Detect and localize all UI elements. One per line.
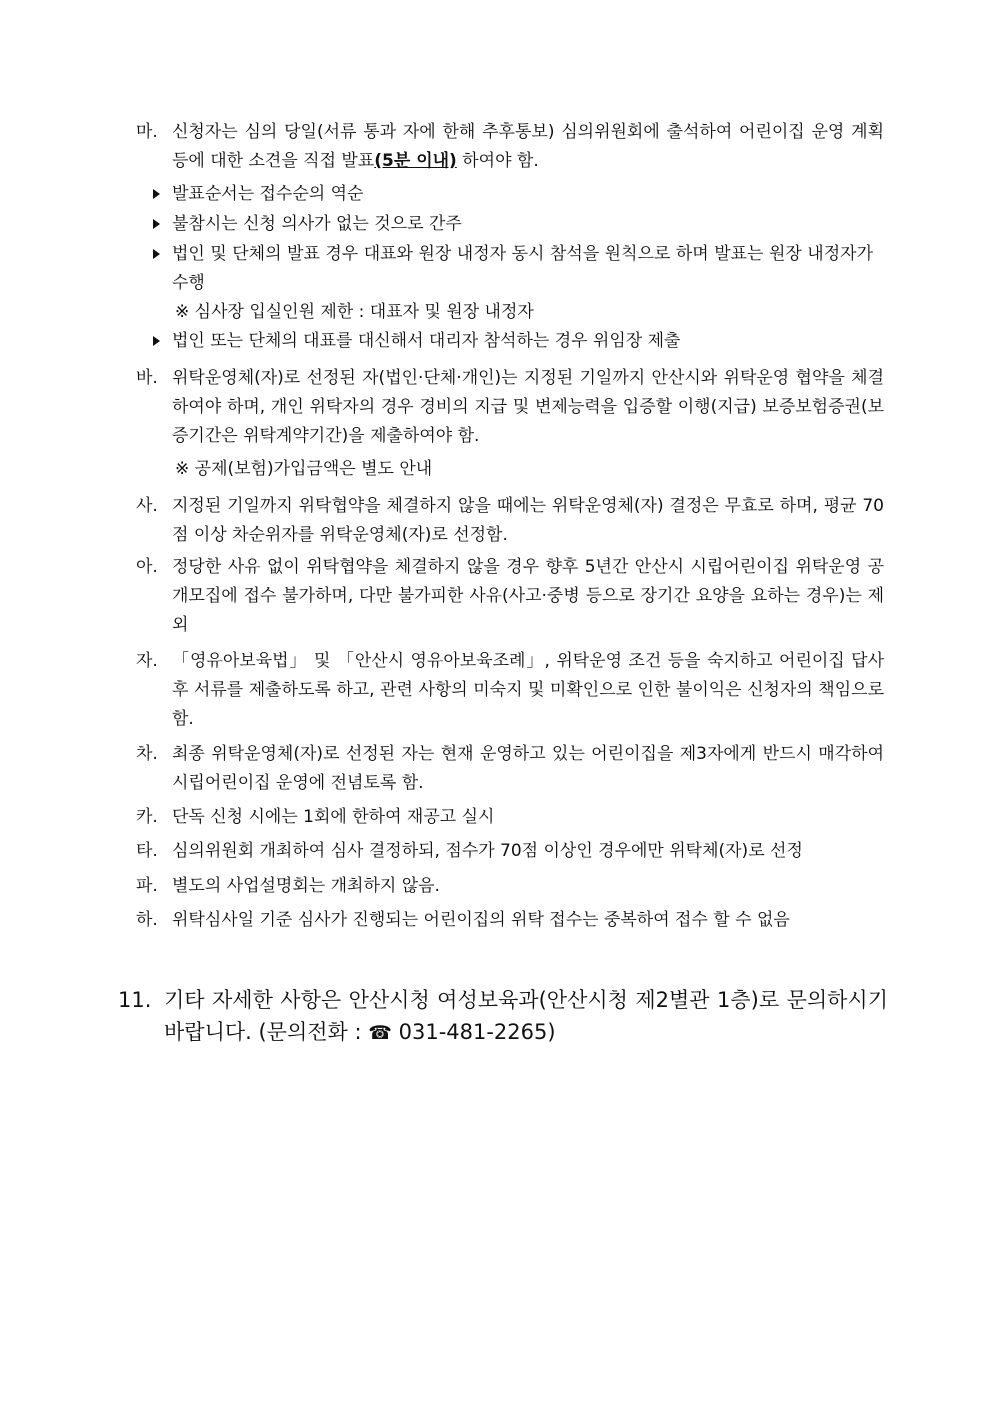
item-text: 심의위원회 개최하여 심사 결정하되, 점수가 70점 이상인 경우에만 위탁체(자)로 선정: [172, 841, 803, 861]
item-ka: [136, 803, 884, 832]
section-number: 11.: [118, 988, 152, 1012]
note-text: ※ 공제(보험)가입금액은 별도 안내: [175, 459, 433, 479]
phone-icon: ☎: [368, 1022, 392, 1044]
item-ba: [136, 364, 884, 451]
item-marker: 자.: [136, 651, 158, 671]
item-ja: [136, 647, 884, 734]
item-text: 위탁심사일 기준 심사가 진행되는 어린이집의 위탁 접수는 중복하여 접수 할 수 없음: [172, 910, 790, 930]
item-text: 별도의 사업설명회는 개최하지 않음.: [172, 876, 440, 896]
triangle-bullet-icon: [153, 189, 160, 199]
triangle-bullet-icon: [153, 249, 160, 259]
item-text: 단독 신청 시에는 1회에 한하여 재공고 실시: [172, 807, 495, 827]
emphasis-text: (5분 이내): [374, 151, 457, 171]
item-ta: [136, 837, 884, 866]
item-ma: [136, 118, 884, 176]
section-text: 기타 자세한 사항은 안산시청 여성보육과(안산시청 제2별관 1층)로 문의하시기 바랍니다. (문의전화 : ☎ 031-481-2265): [118, 984, 888, 1049]
item-marker: 타.: [136, 841, 158, 861]
bullet-item: 법인 또는 단체의 대표를 대신해서 대리자 참석하는 경우 위임장 제출: [153, 327, 873, 356]
triangle-bullet-icon: [153, 336, 160, 346]
phone-number: 031-481-2265): [391, 1020, 556, 1044]
item-text: 최종 위탁운영체(자)로 선정된 자는 현재 운영하고 있는 어린이집을 제3자에게 반드시 매각하여 시립어린이집 운영에 전념토록 함.: [172, 744, 884, 793]
section-11: [118, 984, 888, 1049]
item-sa: [136, 492, 884, 550]
item-marker: 사.: [136, 496, 158, 516]
bullet-item: 법인 및 단체의 발표 경우 대표와 원장 내정자 동시 참석을 원칙으로 하며 발표는 원장 내정자가 수행: [153, 240, 873, 298]
item-text: 위탁운영체(자)로 선정된 자(법인·단체·개인)는 지정된 기일까지 안산시와 위탁운영 협약을 체결하여야 하며, 개인 위탁자의 경우 경비의 지급 및 변제능력을 입증할 이행(지급) 보증보험증권(보증기간은 위탁계약기간)을 제출하여야 함.: [172, 368, 884, 446]
item-cha: [136, 740, 884, 798]
item-a: [136, 553, 884, 640]
triangle-bullet-icon: [153, 219, 160, 229]
bullet-item: 발표순서는 접수순의 역순: [153, 180, 873, 209]
item-marker: 파.: [136, 876, 158, 896]
item-ha: [136, 906, 884, 935]
item-marker: 바.: [136, 368, 158, 388]
bullet-item: 불참시는 신청 의사가 없는 것으로 간주: [153, 210, 873, 239]
item-marker: 마.: [136, 122, 158, 142]
item-text: 신청자는 심의 당일(서류 통과 자에 한해 추후통보) 심의위원회에 출석하여 어린이집 운영 계획 등에 대한 소견을 직접 발표(5분 이내) 하여야 함.: [172, 122, 884, 171]
item-pa: [136, 872, 884, 901]
item-text: 지정된 기일까지 위탁협약을 체결하지 않을 때에는 위탁운영체(자) 결정은 무효로 하며, 평균 70점 이상 차순위자를 위탁운영체(자)로 선정함.: [172, 496, 884, 545]
note-text: ※ 심사장 입실인원 제한 : 대표자 및 원장 내정자: [175, 302, 534, 322]
item-text: 「영유아보육법」 및 「안산시 영유아보육조례」, 위탁운영 조건 등을 숙지하고 어린이집 답사 후 서류를 제출하도록 하고, 관련 사항의 미숙지 및 미확인으로 인한 불이익은 신청자의 책임으로 함.: [172, 651, 884, 729]
item-marker: 아.: [136, 557, 158, 577]
item-marker: 카.: [136, 807, 158, 827]
item-marker: 차.: [136, 744, 158, 764]
item-text: 정당한 사유 없이 위탁협약을 체결하지 않을 경우 향후 5년간 안산시 시립어린이집 위탁운영 공개모집에 접수 불가하며, 다만 불가피한 사유(사고·중병 등으로 장기간 요양을 요하는 경우)는 제외: [172, 557, 884, 635]
item-marker: 하.: [136, 910, 158, 930]
